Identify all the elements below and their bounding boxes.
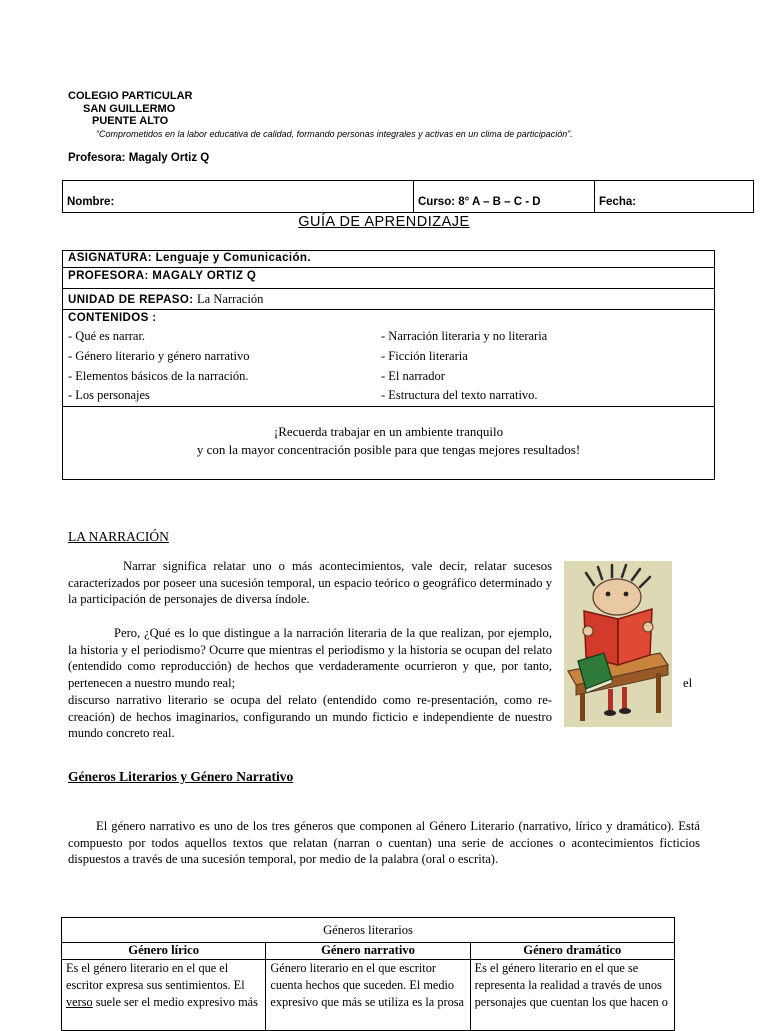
student-info-row [62,180,754,213]
paragraph-distinction-cont: discurso narrativo literario se ocupa del relato (entendido como re-presentación, como re-creación) de hechos imaginarios, configurando un mundo ficticio e independiente de nuestro mundo concreto real. [68,693,552,741]
school-name-line2: SAN GUILLERMO [83,102,176,115]
genres-table [61,917,675,1031]
contents-label: CONTENIDOS : [68,312,157,324]
list-item: - Los personajes [68,388,150,403]
section-title-narration: LA NARRACIÓN [68,529,169,544]
cell-dramatic: Es el género literario en el que se representa la realidad a través de unos personajes que cuentan los que hacen o [470,960,674,1031]
subject-row: ASIGNATURA: Lenguaje y Comunicación. [63,251,714,268]
header-narrative: Género narrativo [266,943,470,960]
name-field[interactable] [63,181,414,212]
reading-child-illustration [564,561,672,727]
list-item: - Género literario y género narrativo [68,348,250,363]
paragraph-distinction: Pero, ¿Qué es lo que distingue a la narración literaria de la que realizan, por ejemplo, la historia y el periodismo? Ocurre que mientras el periodismo y la historia se ocupan del relato (entendido como reproducción) de hechos que verdaderamente ocurrieron y que, por tanto, pertenecen a nuestro mundo real; [68,626,552,691]
teacher-row: PROFESORA: MAGALY ORTIZ Q [63,268,714,289]
course-label: Curso: 8° A – B – C - D [418,196,541,208]
cell-lyric: Es el género literario en el que el escritor expresa sus sentimientos. El verso suele ser el medio expresivo más [62,960,266,1031]
verso-link[interactable]: verso [66,994,93,1009]
subject-info-box [62,250,715,480]
teacher-name: Profesora: Magaly Ortiz Q [68,152,210,164]
guide-title: GUÍA DE APRENDIZAJE [298,214,470,230]
school-location: PUENTE ALTO [92,115,169,127]
contents-row [63,310,714,407]
reminder-line: y con la mayor concentración posible para que tengas mejores resultados! [196,442,581,457]
header-dramatic: Género dramático [470,943,674,960]
list-item: - Elementos básicos de la narración. [68,368,249,383]
contents-list [68,327,709,406]
unit-value: La Narración [197,292,264,306]
list-item: - Ficción literaria [381,348,468,363]
date-label: Fecha: [599,196,637,208]
date-field[interactable] [595,181,753,212]
paragraph-narrar: Narrar significa relatar uno o más acontecimientos, vale decir, relatar sucesos caracterizados por poseer una sucesión temporal, un espacio teórico o geográfico determinado y la participación de personajes de diversa índole. [68,559,552,607]
list-item: - Narración literaria y no literaria [381,329,548,343]
school-name: COLEGIO PARTICULAR [68,90,193,102]
unit-label: UNIDAD DE REPASO: [68,294,194,306]
reading-child-icon [564,561,672,727]
reminder-line: ¡Recuerda trabajar en un ambiente tranquilo [273,424,504,439]
unit-row [63,289,714,310]
course-field [414,181,595,212]
paragraph-word: el [683,676,693,690]
school-motto: “Comprometidos en la labor educativa de calidad, formando personas integrales y activas en un clima de participación”. [96,129,573,139]
paragraph-genres: El género narrativo es uno de los tres géneros que componen al Género Literario (narrativo, lírico y dramático). Está compuesto por todos aquellos textos que relatan (narran o cuentan) una serie de acciones o acontecimientos ficticios dispuestos a través de una sucesión temporal, por medio de la palabra (oral o escrita). [68,819,700,867]
list-item: - El narrador [381,368,445,383]
section-title-genres: Géneros Literarios y Género Narrativo [68,769,294,784]
reminder-box [63,407,714,479]
genres-table-caption: Géneros literarios [62,918,675,943]
name-label: Nombre: [67,196,115,208]
list-item: - Qué es narrar. [68,329,146,343]
cell-narrative: Género literario en el que escritor cuenta hechos que suceden. El medio expresivo que más se utiliza es la prosa [266,960,470,1031]
list-item: - Estructura del texto narrativo. [381,388,538,403]
header-lyric: Género lírico [62,943,266,960]
